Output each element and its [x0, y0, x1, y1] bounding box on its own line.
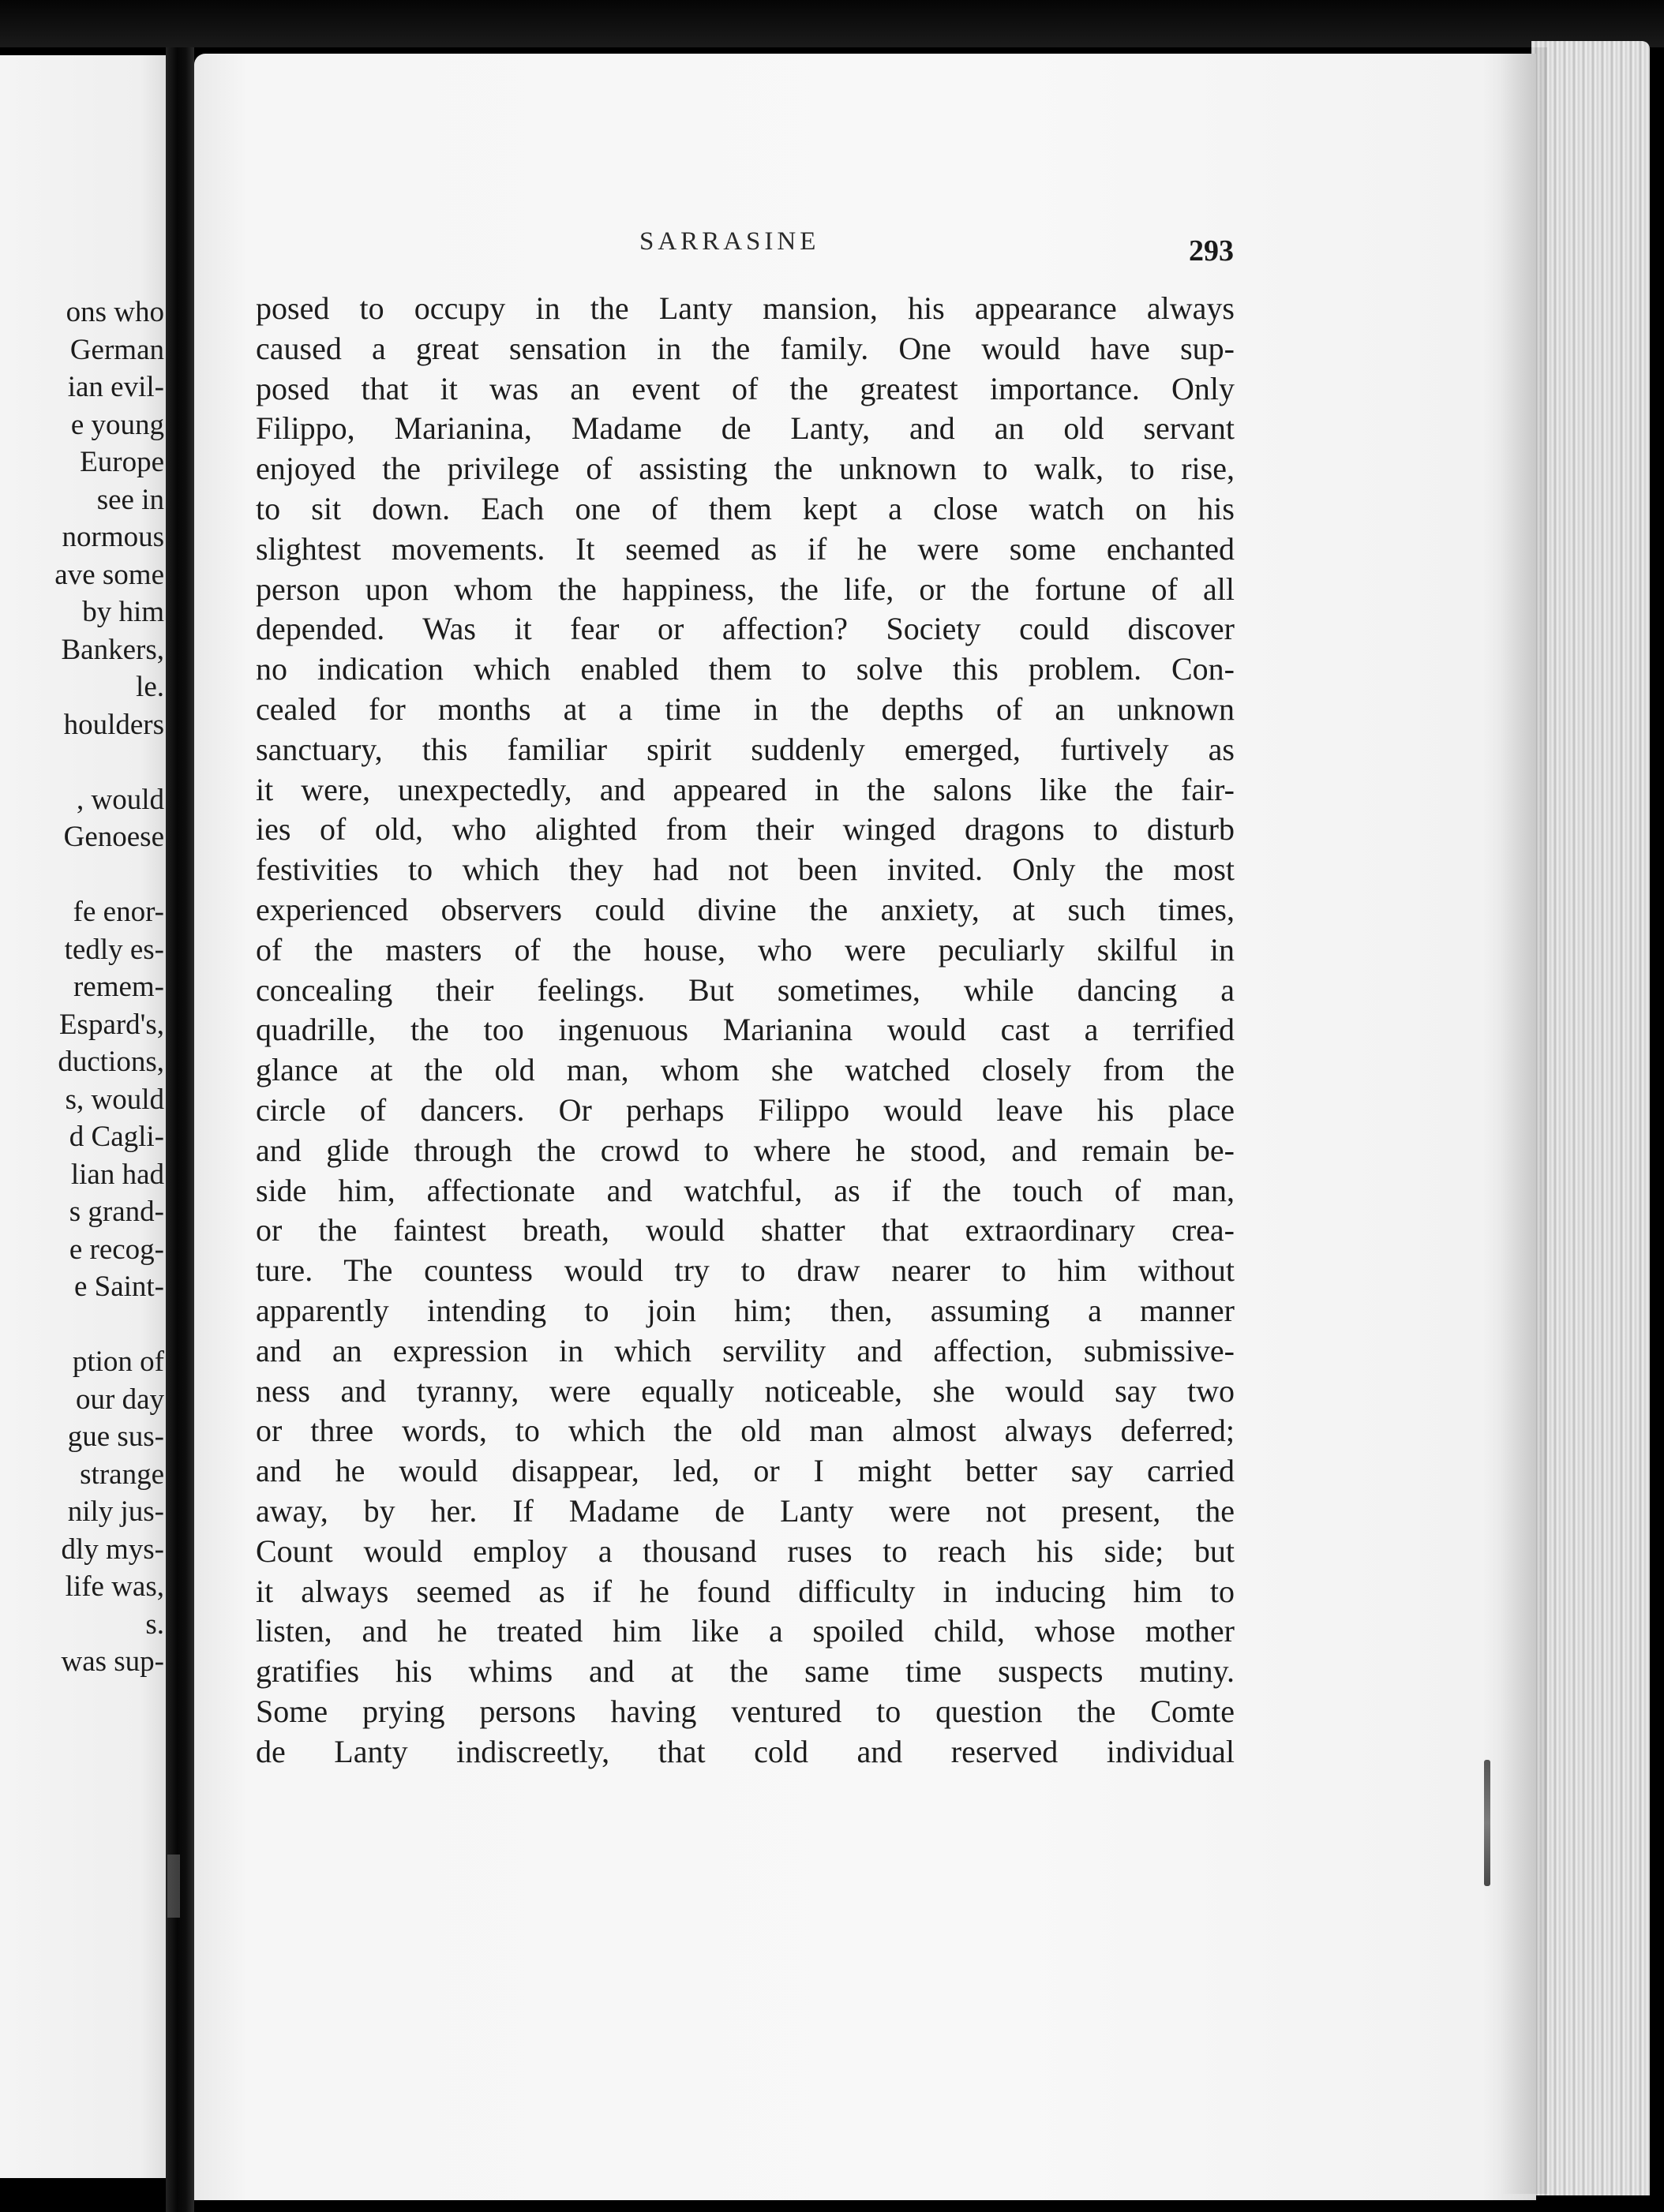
text-line: no indication which enabled them to solve this problem. Con- — [256, 651, 1235, 687]
left-text-fragment — [54, 743, 164, 781]
text-line: Count would employ a thousand ruses to reach his side; but — [256, 1533, 1235, 1569]
left-text-fragment: ption of — [72, 1346, 164, 1378]
text-line: and glide through the crowd to where he stood, and remain be- — [256, 1132, 1235, 1168]
page-edge-shadow — [1500, 47, 1547, 2194]
left-text-fragment: German — [69, 333, 164, 366]
text-line: festivities to which they had not been invited. Only the most — [256, 851, 1235, 888]
left-text-fragment: e young — [70, 408, 164, 441]
left-text-fragment: d Cagli- — [69, 1121, 164, 1153]
left-text-fragment: see in — [96, 483, 164, 516]
left-text-fragment: Bankers, — [61, 633, 164, 666]
text-line: quadrille, the too ingenuous Marianina would cast a terrified — [256, 1012, 1235, 1048]
left-text-fragment: Europe — [80, 446, 164, 478]
left-text-fragment: nily jus- — [67, 1495, 164, 1528]
left-text-fragment: our day — [76, 1383, 164, 1416]
scan-top-border — [0, 0, 1664, 47]
text-line: experienced observers could divine the anxiety, at such times, — [256, 891, 1235, 927]
text-line: circle of dancers. Or perhaps Filippo would leave his place — [256, 1091, 1235, 1128]
scan-blemish — [167, 1855, 180, 1918]
text-line: posed to occupy in the Lanty mansion, his appearance always — [256, 290, 1235, 326]
text-line: person upon whom the happiness, the life, or the fortune of all — [256, 571, 1235, 607]
left-text-fragment: by him — [82, 596, 164, 628]
text-line: it were, unexpectedly, and appeared in the salons like the fair- — [256, 771, 1235, 807]
left-text-fragment: ave some — [54, 558, 164, 591]
left-text-fragment: gue sus- — [67, 1420, 164, 1453]
left-text-fragment: e Saint- — [73, 1271, 164, 1303]
text-line: Some prying persons having ventured to question the Comte — [256, 1693, 1235, 1729]
text-line: sanctuary, this familiar spirit suddenly emerged, furtively as — [256, 731, 1235, 767]
text-line: ness and tyranny, were equally noticeable, she would say two — [256, 1372, 1235, 1409]
left-text-fragment: normous — [62, 521, 164, 553]
left-text-fragment: life was, — [65, 1570, 164, 1603]
text-line: enjoyed the privilege of assisting the unknown to walk, to rise, — [256, 451, 1235, 487]
left-text-fragment: ian evil- — [67, 371, 164, 403]
text-line: gratifies his whims and at the same time suspects mutiny. — [256, 1653, 1235, 1690]
text-line: Filippo, Marianina, Madame de Lanty, and an old servant — [256, 410, 1235, 447]
text-line: concealing their feelings. But sometimes, while dancing a — [256, 971, 1235, 1008]
left-text-fragment: e recog- — [69, 1233, 164, 1266]
running-head: SARRASINE — [639, 227, 820, 256]
text-line: side him, affectionate and watchful, as if the touch of man, — [256, 1172, 1235, 1208]
text-line: posed that it was an event of the greatest importance. Only — [256, 370, 1235, 406]
text-line: of the masters of the house, who were peculiarly skilful in — [256, 931, 1235, 968]
text-line: away, by her. If Madame de Lanty were not present, the — [256, 1492, 1235, 1529]
left-text-fragment: s. — [145, 1608, 164, 1641]
text-line: and he would disappear, led, or I might better say carried — [256, 1453, 1235, 1489]
text-line: to sit down. Each one of them kept a close watch on his — [256, 490, 1235, 526]
left-text-fragment: lian had — [70, 1158, 164, 1191]
left-text-fragment: Espard's, — [58, 1008, 164, 1041]
text-line: or the faintest breath, would shatter that extraordinary crea- — [256, 1212, 1235, 1248]
text-line: apparently intending to join him; then, assuming a manner — [256, 1292, 1235, 1328]
page-edge-stack — [1531, 41, 1650, 2195]
left-text-fragment: ductions, — [58, 1046, 164, 1078]
text-line: it always seemed as if he found difficulty in inducing him to — [256, 1573, 1235, 1609]
text-line: and an expression in which servility and affection, submissive- — [256, 1332, 1235, 1368]
left-text-fragment — [54, 1306, 164, 1344]
left-text-fragment: tedly es- — [64, 933, 164, 966]
text-line: glance at the old man, whom she watched closely from the — [256, 1052, 1235, 1088]
left-text-fragment: dly mys- — [61, 1533, 164, 1566]
text-line: caused a great sensation in the family. One would have sup- — [256, 330, 1235, 366]
left-text-fragment: fe enor- — [73, 896, 164, 928]
text-line: listen, and he treated him like a spoiled child, whose mother — [256, 1613, 1235, 1649]
text-line: de Lanty indiscreetly, that cold and reserved individual — [256, 1733, 1235, 1769]
scan-blemish — [1484, 1760, 1490, 1886]
left-text-fragment: was sup- — [61, 1645, 164, 1678]
text-line: ture. The countess would try to draw nearer to him without — [256, 1252, 1235, 1289]
left-page-text — [54, 294, 164, 1681]
page-number: 293 — [1189, 234, 1234, 268]
left-text-fragment: Genoese — [63, 821, 164, 853]
body-text — [256, 289, 1235, 1772]
left-text-fragment: ons who — [66, 296, 164, 328]
text-line: slightest movements. It seemed as if he were some enchanted — [256, 530, 1235, 567]
left-text-fragment: houlders — [63, 708, 164, 741]
left-text-fragment: s, would — [65, 1083, 164, 1116]
left-text-fragment — [54, 856, 164, 894]
left-facing-page — [0, 55, 175, 2178]
text-line: ies of old, who alighted from their winged dragons to disturb — [256, 811, 1235, 848]
text-line: or three words, to which the old man almost always deferred; — [256, 1413, 1235, 1449]
left-text-fragment: s grand- — [69, 1196, 164, 1228]
left-text-fragment: , would — [77, 783, 164, 816]
left-text-fragment: le. — [136, 671, 164, 703]
text-line: depended. Was it fear or affection? Society could discover — [256, 611, 1235, 647]
left-text-fragment: remem- — [73, 971, 164, 1003]
text-line: cealed for months at a time in the depths of an unknown — [256, 691, 1235, 727]
left-text-fragment: strange — [80, 1458, 164, 1491]
